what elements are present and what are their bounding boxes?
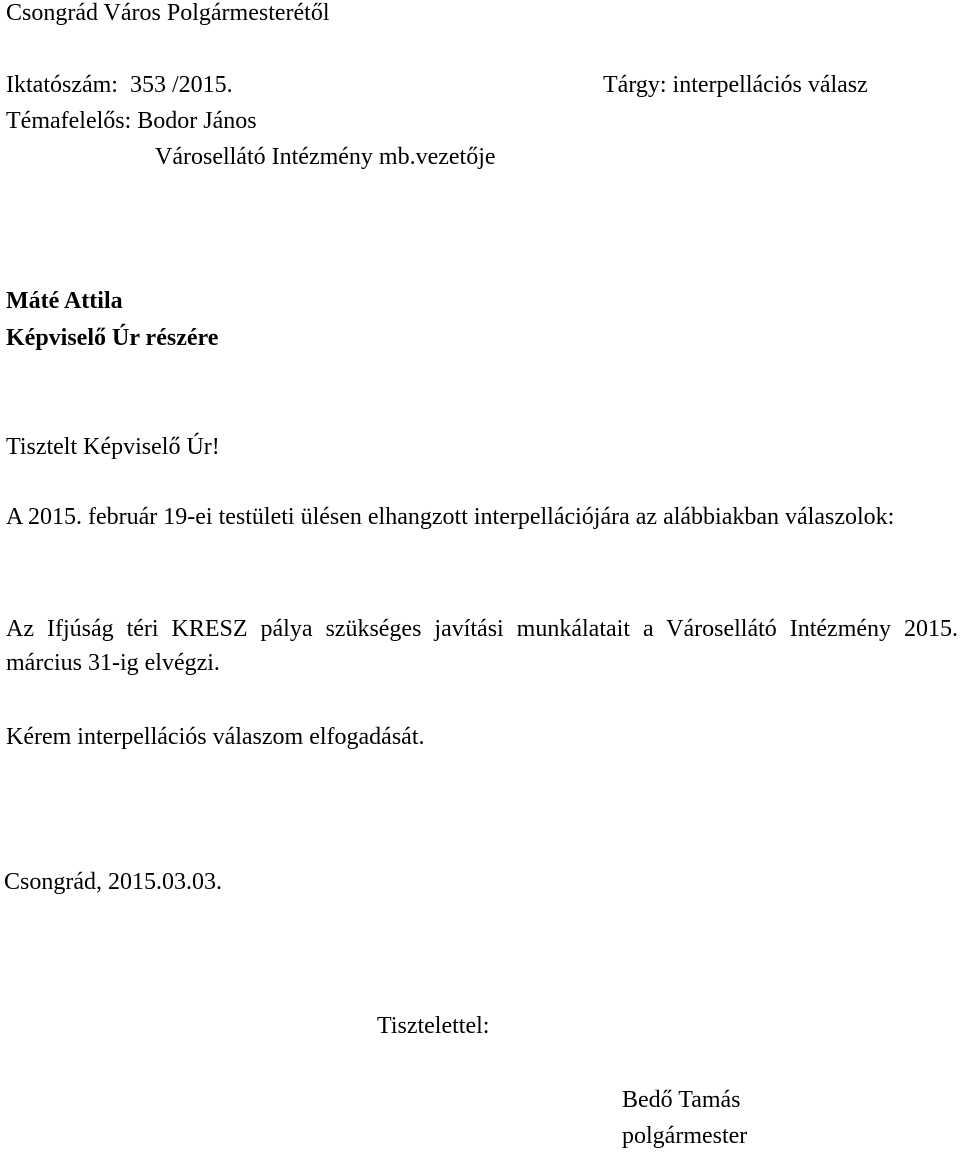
responsible-title: Városellátó Intézmény mb.vezetője xyxy=(155,144,496,170)
salutation: Tisztelt Képviselő Úr! xyxy=(6,434,220,460)
signer-title: polgármester xyxy=(622,1123,748,1149)
recipient-title: Képviselő Úr részére xyxy=(6,325,219,351)
paragraph-intro: A 2015. február 19-ei testületi ülésen elhangzott interpellációjára az alábbiakban válaszolok: xyxy=(6,504,895,530)
signer-name: Bedő Tamás xyxy=(622,1087,741,1113)
responsible-label: Témafelelős: xyxy=(6,108,132,134)
responsible-line xyxy=(6,106,257,136)
sender-line: Csongrád Város Polgármesterétől xyxy=(6,0,330,26)
regards: Tisztelettel: xyxy=(377,1013,490,1039)
closing-request: Kérem interpellációs válaszom elfogadását. xyxy=(6,724,425,750)
reference-line xyxy=(6,70,233,100)
place-date: Csongrád, 2015.03.03. xyxy=(4,869,222,895)
responsible-name: Bodor János xyxy=(137,108,257,134)
subject-line: Tárgy: interpellációs válasz xyxy=(603,72,868,98)
recipient-name: Máté Attila xyxy=(6,288,123,314)
reference-label: Iktatószám: xyxy=(6,72,118,98)
reference-value: 353 /2015. xyxy=(129,72,233,98)
paragraph-answer: Az Ifjúság téri KRESZ pálya szükséges javítási munkálatait a Városellátó Intézmény 2015. március 31-ig elvégzi. xyxy=(6,616,958,676)
